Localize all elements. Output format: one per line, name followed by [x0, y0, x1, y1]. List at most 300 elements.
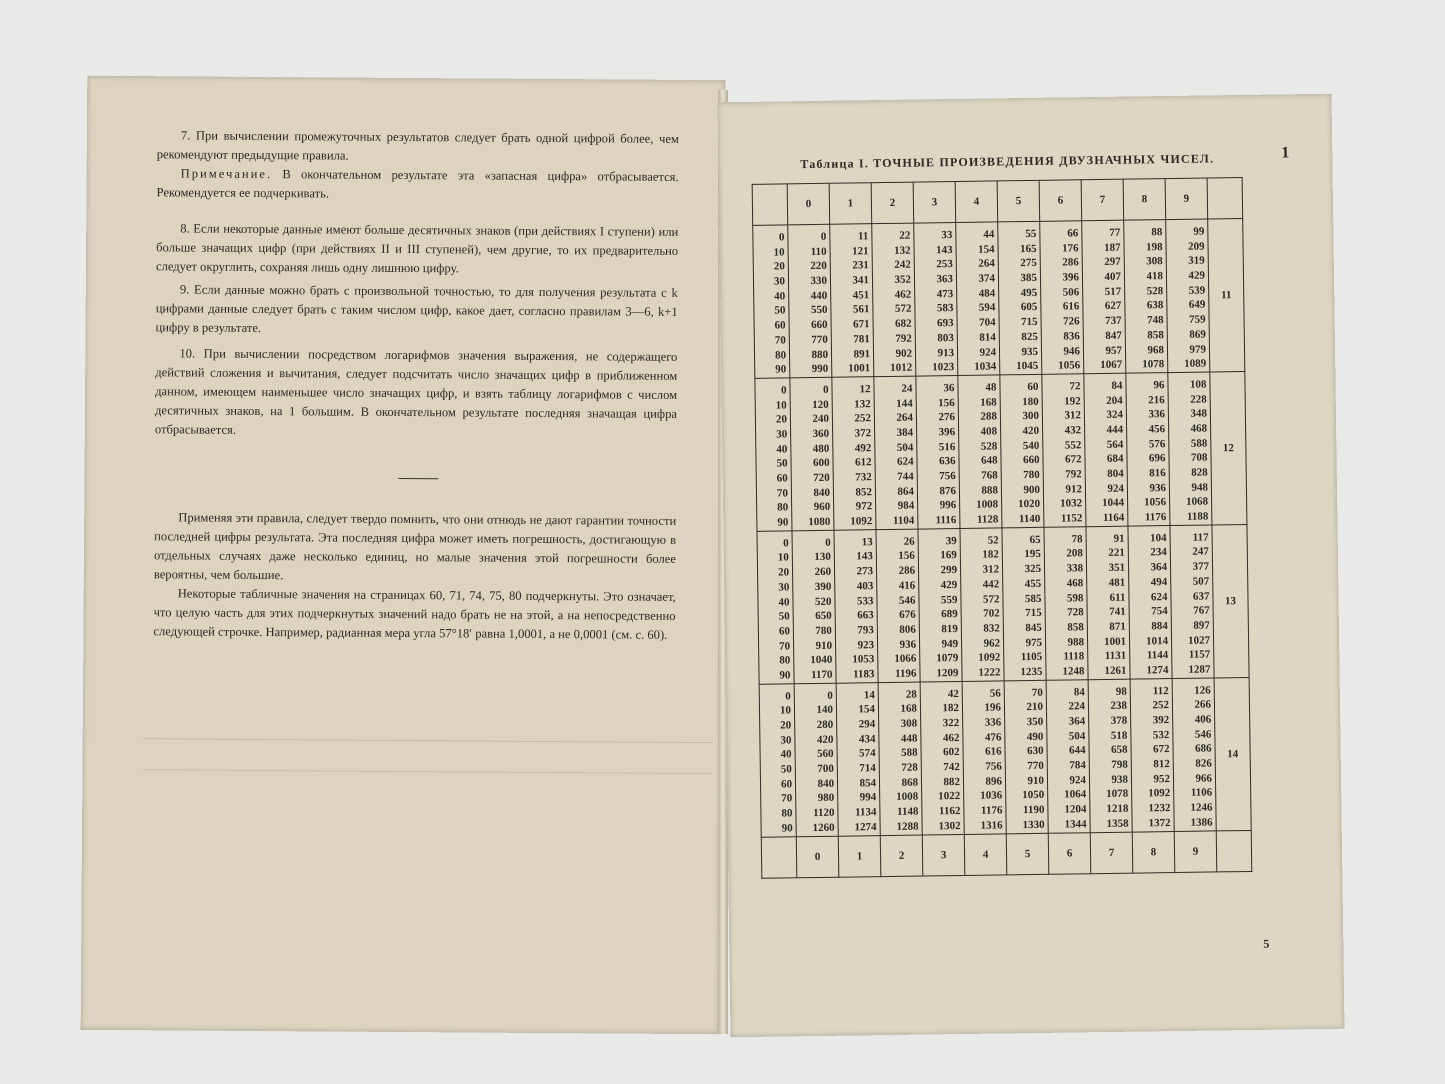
header-corner [752, 184, 788, 225]
product-column [1166, 219, 1210, 372]
product-value: 826 [1195, 757, 1212, 770]
product-value: 1064 [1064, 788, 1087, 801]
product-column [916, 375, 960, 528]
product-column [918, 528, 962, 681]
product-value: 252 [1152, 699, 1170, 712]
product-value: 156 [898, 550, 915, 563]
product-value: 480 [812, 442, 830, 455]
row-label: 50 [778, 610, 790, 623]
table-block [757, 524, 1249, 684]
product-value: 1118 [1063, 650, 1085, 663]
product-value: 660 [811, 318, 828, 332]
product-value: 44 [983, 228, 995, 241]
product-value: 759 [1189, 313, 1206, 326]
product-value: 748 [1147, 314, 1164, 327]
product-value: 637 [1192, 590, 1210, 603]
product-value: 273 [856, 565, 874, 578]
product-value: 1148 [896, 805, 919, 819]
product-value: 288 [980, 410, 998, 423]
product-value: 560 [817, 748, 834, 761]
header-corner [1207, 178, 1243, 219]
note-label: Примечание. [180, 166, 273, 182]
product-value: 143 [856, 550, 873, 563]
row-labels [753, 225, 790, 378]
product-value: 1196 [895, 667, 917, 680]
product-value: 341 [852, 274, 870, 287]
column-header: 1 [829, 183, 872, 225]
product-value: 1066 [894, 652, 917, 666]
product-value: 744 [897, 470, 914, 483]
product-value: 240 [812, 413, 830, 426]
product-value: 363 [936, 273, 954, 286]
product-value: 540 [1022, 439, 1040, 452]
product-value: 1092 [850, 515, 873, 528]
product-value: 507 [1192, 575, 1210, 588]
product-value: 819 [941, 622, 958, 636]
product-value: 840 [813, 486, 831, 499]
product-value: 1144 [1146, 649, 1169, 662]
product-column [830, 224, 874, 377]
product-value: 364 [1150, 561, 1168, 574]
product-column [958, 375, 1002, 528]
column-header: 4 [964, 833, 1007, 875]
product-value: 741 [1109, 605, 1126, 619]
table-block [753, 219, 1245, 379]
product-value: 360 [812, 427, 830, 440]
product-value: 767 [1193, 604, 1210, 617]
row-labels [755, 378, 792, 531]
row-label: 70 [776, 487, 789, 500]
product-value: 550 [810, 304, 828, 317]
row-label: 80 [774, 348, 787, 362]
column-header: 2 [871, 182, 914, 224]
product-value: 714 [859, 762, 876, 775]
product-value: 36 [943, 381, 955, 395]
product-value: 11 [857, 230, 869, 243]
product-value: 561 [852, 303, 870, 316]
product-value: 154 [858, 703, 876, 716]
product-value: 247 [1192, 545, 1209, 559]
product-value: 198 [1145, 240, 1163, 254]
product-value: 0 [820, 230, 827, 243]
product-value: 825 [1021, 330, 1038, 343]
product-value: 330 [810, 274, 828, 288]
column-header: 3 [922, 834, 965, 876]
product-value: 420 [1022, 424, 1040, 438]
products-table [752, 177, 1253, 878]
product-value: 33 [941, 229, 953, 242]
product-value: 804 [1107, 467, 1124, 480]
product-value: 1105 [1020, 651, 1043, 664]
product-value: 252 [854, 412, 872, 425]
product-value: 517 [1104, 285, 1122, 298]
product-value: 1106 [1190, 786, 1213, 800]
product-value: 275 [1020, 257, 1037, 270]
product-value: 689 [941, 608, 958, 621]
product-value: 780 [815, 624, 832, 637]
product-value: 1209 [936, 666, 959, 680]
corner-mark: 1 [1281, 144, 1290, 162]
product-value: 168 [900, 702, 918, 716]
product-value: 132 [854, 397, 871, 411]
product-value: 169 [940, 549, 957, 562]
product-value: 528 [1146, 284, 1164, 298]
product-value: 1248 [1062, 665, 1085, 678]
product-column [1124, 220, 1168, 373]
product-value: 0 [822, 383, 829, 396]
product-value: 221 [1108, 547, 1125, 560]
product-value: 1204 [1064, 803, 1087, 816]
product-value: 60 [1027, 380, 1039, 393]
product-value: 14 [863, 688, 875, 701]
row-label: 30 [778, 581, 790, 594]
rule-8-text: 8. Если некоторые данные имеют больше десятичных знаков (при действиях I ступени) или больше значащих цифр (при действиях II и III ступеней), чем другие, то их предварительно следует округлить, сохраняя лишь одну лишнюю цифру. [155, 221, 679, 276]
product-value: 1157 [1188, 648, 1211, 662]
product-value: 546 [1194, 728, 1212, 741]
row-label: 10 [779, 704, 792, 717]
column-header: 0 [796, 836, 839, 878]
product-value: 1164 [1102, 511, 1125, 525]
product-value: 130 [814, 551, 831, 564]
product-value: 588 [901, 746, 918, 760]
row-label: 10 [775, 398, 787, 412]
product-value: 165 [1019, 242, 1037, 255]
product-value: 770 [811, 333, 828, 346]
product-value: 627 [1104, 300, 1122, 313]
product-value: 39 [945, 534, 957, 547]
row-label: 90 [777, 516, 789, 529]
product-value: 792 [1065, 468, 1082, 481]
column-header: 8 [1123, 179, 1166, 221]
product-value: 684 [1106, 453, 1124, 466]
product-value: 564 [1106, 438, 1124, 451]
product-value: 1246 [1190, 801, 1213, 814]
product-value: 299 [940, 564, 958, 577]
row-label: 40 [774, 290, 786, 303]
product-value: 1162 [938, 805, 961, 818]
row-label: 60 [778, 625, 790, 638]
product-value: 814 [979, 331, 996, 344]
product-value: 990 [811, 362, 829, 376]
product-value: 208 [1066, 547, 1083, 560]
row-label: 0 [778, 231, 785, 244]
product-value: 923 [857, 638, 875, 651]
product-value: 429 [1188, 269, 1206, 282]
product-value: 338 [1066, 562, 1084, 575]
product-column [962, 681, 1006, 834]
product-value: 715 [1021, 316, 1038, 329]
product-value: 1080 [808, 515, 831, 529]
product-column [1042, 374, 1086, 527]
product-value: 440 [810, 289, 828, 302]
product-value: 858 [1067, 621, 1084, 634]
product-value: 528 [980, 440, 998, 453]
product-value: 780 [1023, 468, 1040, 482]
product-value: 636 [938, 455, 956, 468]
product-value: 770 [1027, 759, 1044, 773]
product-value: 612 [854, 456, 872, 469]
row-label: 20 [777, 566, 790, 579]
product-value: 949 [941, 637, 959, 650]
product-value: 784 [1069, 759, 1086, 772]
product-value: 506 [1062, 286, 1080, 299]
product-value: 180 [1022, 395, 1039, 408]
product-value: 406 [1194, 713, 1212, 726]
product-value: 352 [894, 273, 912, 286]
product-value: 1036 [980, 789, 1003, 803]
product-value: 532 [1152, 728, 1170, 742]
column-header: 6 [1039, 180, 1082, 222]
product-value: 611 [1109, 591, 1126, 604]
product-value: 1218 [1106, 802, 1129, 816]
product-value: 650 [815, 609, 832, 623]
row-label: 30 [776, 428, 788, 441]
product-value: 224 [1068, 700, 1086, 713]
product-value: 473 [936, 287, 954, 301]
product-value: 390 [814, 580, 832, 593]
product-value: 65 [1029, 533, 1041, 546]
product-column [1128, 525, 1172, 678]
closing-paragraph-2: Некоторые табличные значения на страницах 60, 71, 74, 75, 80 подчеркнуты. Это означает, что целую часть для этих подчеркнутых значений надо брать не на этой, а на непосредственно следующей строчке. Например, радианная мера угла 57°18′ равна 1,0001, а не 0,0001 (см. с. 60). [153, 586, 676, 642]
product-value: 847 [1105, 329, 1122, 342]
product-value: 442 [982, 578, 1000, 591]
product-value: 96 [1153, 378, 1165, 392]
row-label: 30 [773, 275, 786, 288]
product-value: 602 [943, 746, 960, 759]
product-value: 605 [1020, 301, 1038, 314]
rule-7-note [156, 164, 678, 206]
product-column [1002, 527, 1046, 680]
product-value: 308 [900, 717, 918, 730]
product-value: 110 [810, 245, 827, 258]
product-value: 576 [1148, 437, 1166, 450]
block-multiplier: 12 [1210, 371, 1247, 524]
product-value: 792 [895, 332, 912, 345]
product-value: 120 [812, 398, 829, 411]
row-label: 40 [776, 443, 788, 456]
product-value: 253 [936, 258, 953, 271]
product-value: 1170 [811, 668, 833, 682]
product-value: 1288 [896, 820, 919, 833]
product-value: 377 [1192, 560, 1210, 573]
rule-10-text: 10. При вычислении посредством логарифмов значения выражения, не содержащего действий сложения и вычитания, следует подсчитать число значащих цифр в приближенном данном, имеющем наименьшее число значащих цифр, и взять таблицу логарифмов с числом десятичных знаков, на 1 большим. В окончательном результате последняя значащая цифра отбрасывается. [154, 346, 678, 437]
product-value: 852 [855, 485, 873, 499]
column-header: 8 [1132, 831, 1175, 873]
header-row [752, 178, 1243, 226]
product-value: 1068 [1186, 495, 1209, 509]
product-value: 187 [1103, 241, 1121, 254]
product-column [1082, 220, 1126, 373]
product-value: 260 [814, 565, 832, 579]
product-value: 768 [981, 469, 998, 482]
product-value: 648 [980, 454, 998, 467]
product-value: 56 [989, 687, 1001, 700]
left-page [81, 76, 726, 1034]
product-value: 126 [1194, 684, 1211, 697]
product-column [1172, 678, 1216, 831]
product-value: 638 [1146, 299, 1164, 312]
product-value: 182 [942, 702, 960, 715]
product-value: 24 [901, 382, 913, 395]
product-value: 112 [1152, 684, 1169, 697]
product-value: 876 [939, 484, 957, 497]
product-column [1170, 525, 1214, 678]
table-block [755, 371, 1247, 531]
product-value: 737 [1105, 314, 1122, 328]
row-label: 80 [777, 501, 789, 514]
product-value: 572 [894, 303, 912, 316]
product-column [1000, 374, 1044, 527]
product-value: 516 [938, 440, 956, 453]
product-value: 720 [813, 471, 830, 485]
product-value: 276 [938, 411, 956, 424]
product-value: 1079 [936, 652, 959, 665]
product-column [876, 529, 920, 682]
product-value: 960 [813, 501, 831, 514]
product-value: 143 [936, 243, 953, 256]
product-value: 742 [943, 761, 960, 774]
product-value: 121 [852, 244, 869, 258]
product-value: 900 [1023, 483, 1041, 496]
product-value: 1078 [1106, 788, 1129, 801]
row-label: 70 [781, 792, 793, 805]
product-value: 1008 [896, 791, 919, 804]
product-value: 624 [896, 455, 914, 469]
product-column [1088, 679, 1132, 832]
product-value: 996 [939, 499, 957, 512]
product-value: 1008 [976, 498, 999, 512]
product-value: 598 [1066, 591, 1084, 605]
row-label: 60 [776, 472, 788, 485]
product-value: 1274 [1146, 664, 1169, 677]
product-value: 26 [903, 535, 915, 548]
row-label: 90 [779, 669, 791, 682]
product-value: 231 [852, 259, 869, 272]
column-header: 6 [1048, 832, 1091, 874]
product-value: 1027 [1187, 634, 1211, 647]
product-value: 793 [857, 624, 874, 637]
product-value: 1092 [978, 651, 1001, 664]
product-value: 140 [816, 704, 834, 717]
product-value: 672 [1064, 453, 1082, 466]
product-column [878, 682, 922, 835]
product-value: 396 [1062, 271, 1080, 284]
product-value: 468 [1066, 577, 1084, 590]
product-value: 884 [1151, 619, 1168, 633]
product-value: 948 [1191, 481, 1209, 494]
product-value: 1012 [890, 361, 913, 375]
closing-paragraph-1: Применяя эти правила, следует твердо помнить, что они отнюдь не дают гарантии точности последней цифры результата. Эта последняя цифра может иметь погрешность, достигающую в отдельных случаях даже несколько единиц, но малые значения этой погрешности более вероятны, чем большие. [153, 510, 677, 583]
row-label: 0 [783, 537, 789, 550]
product-value: 374 [978, 272, 996, 285]
column-header: 7 [1081, 179, 1124, 221]
product-value: 385 [1020, 271, 1038, 285]
row-label: 80 [781, 807, 793, 820]
product-value: 1020 [1018, 498, 1041, 511]
product-value: 518 [1110, 729, 1128, 742]
product-value: 936 [899, 638, 917, 651]
product-value: 756 [985, 760, 1002, 773]
product-value: 1023 [932, 361, 955, 374]
product-value: 966 [1195, 772, 1213, 785]
product-value: 264 [896, 411, 914, 425]
row-label: 90 [781, 822, 793, 835]
product-value: 1344 [1064, 818, 1087, 831]
product-value: 968 [1147, 343, 1165, 356]
product-column [1044, 526, 1088, 679]
row-label: 20 [773, 260, 785, 273]
product-value: 1067 [1100, 358, 1123, 372]
product-value: 416 [898, 579, 916, 592]
column-header: 5 [997, 180, 1040, 222]
product-value: 806 [899, 623, 916, 636]
product-value: 396 [938, 425, 956, 439]
row-label: 80 [779, 654, 791, 667]
product-value: 1131 [1104, 649, 1127, 663]
table-block [759, 677, 1251, 837]
product-value: 84 [1073, 685, 1085, 699]
product-column [872, 223, 916, 376]
product-value: 312 [982, 563, 1000, 576]
product-value: 88 [1151, 226, 1163, 239]
product-value: 99 [1193, 225, 1205, 238]
product-value: 144 [896, 397, 913, 410]
product-value: 286 [1062, 256, 1079, 269]
product-value: 520 [814, 595, 832, 608]
column-header: 5 [1006, 833, 1049, 875]
product-value: 700 [817, 762, 834, 776]
product-value: 0 [825, 536, 831, 549]
product-value: 176 [1061, 241, 1079, 255]
row-label: 50 [780, 763, 792, 776]
product-value: 630 [1027, 745, 1044, 758]
product-value: 1274 [854, 820, 877, 834]
product-value: 594 [978, 301, 996, 315]
product-value: 781 [853, 333, 870, 346]
product-value: 935 [1021, 345, 1039, 358]
product-value: 52 [987, 534, 999, 547]
product-value: 754 [1151, 605, 1168, 618]
product-value: 1116 [935, 514, 957, 527]
product-value: 624 [1150, 590, 1168, 603]
row-label: 20 [775, 413, 788, 426]
product-value: 325 [1024, 562, 1042, 576]
product-value: 869 [1189, 328, 1206, 341]
product-value: 1302 [938, 819, 961, 833]
product-value: 209 [1187, 240, 1205, 253]
product-value: 220 [810, 260, 827, 273]
product-value: 913 [937, 346, 955, 359]
column-header: 7 [1090, 832, 1133, 874]
product-value: 264 [978, 257, 995, 271]
product-value: 583 [936, 302, 954, 315]
product-value: 1032 [1060, 497, 1083, 510]
column-header: 1 [838, 835, 881, 877]
product-column [960, 528, 1004, 681]
product-value: 348 [1190, 407, 1207, 421]
right-page [718, 94, 1345, 1037]
product-value: 616 [985, 745, 1002, 759]
product-value: 468 [1190, 422, 1208, 435]
row-label: 50 [776, 457, 788, 470]
row-label: 20 [780, 719, 792, 732]
product-column [1046, 679, 1090, 832]
product-value: 462 [942, 731, 960, 744]
row-label: 60 [774, 319, 786, 332]
product-value: 902 [895, 347, 913, 360]
product-value: 456 [1148, 423, 1166, 436]
product-value: 812 [1153, 758, 1170, 771]
